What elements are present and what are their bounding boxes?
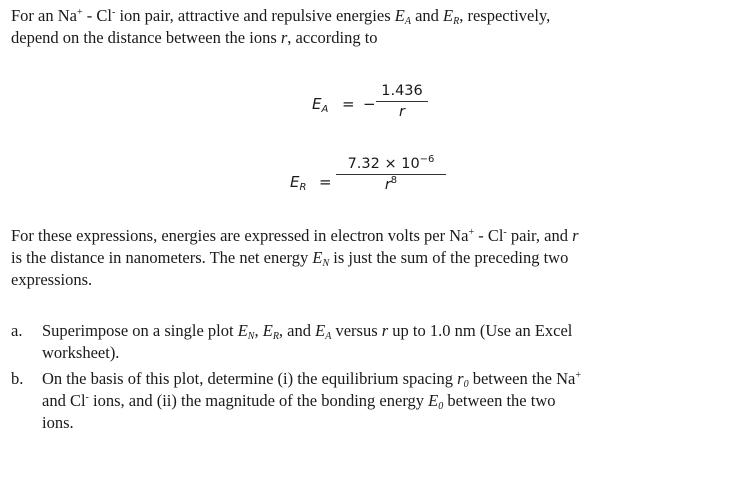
intro-line-1 [11,5,723,27]
charge-plus: + [575,370,581,381]
symbol-ea: E [394,6,405,25]
symbol-r: r [572,226,579,245]
fraction-repulsive [336,156,446,193]
list-item-text: Superimpose on a single plot $E_N$, $E_R$, and $E_A$ versus r up to 1.0 nm (Use an Excel worksheet). [42,321,573,362]
intro-text: depend on the distance between the ions [11,28,281,47]
fraction-numerator: 1.436 [381,83,423,99]
equation-lhs: $E_R$ [290,173,307,193]
fraction-denominator: r [399,104,405,120]
explanation-text: is just the sum of the preceding two [329,248,569,267]
charge-minus: - [503,227,507,238]
charge-minus: - [111,7,116,18]
list-marker: a. [11,321,23,340]
intro-text: ion pair, attractive and repulsive energies [115,6,395,25]
equals-sign: = [342,95,355,113]
symbol-r0: r [457,369,464,388]
equals-sign: = [319,173,332,191]
symbol-er-sub: R [453,16,460,27]
explanation-text: - Cl [474,226,504,245]
symbol-en-sub: N [322,258,330,269]
symbol-en: E [237,321,248,340]
symbol-ea: E [315,321,326,340]
explanation-line-3 [11,269,723,291]
explanation-text: is the distance in nanometers. The net energy [11,248,313,267]
charge-plus: + [76,7,83,18]
fraction-numerator: $7.32 \times 10^{-6}$ [347,154,435,172]
explanation-text: pair, and [506,226,573,245]
symbol-e0: E [428,391,439,410]
intro-text: , respectively, [459,6,551,25]
explanation-text: expressions. [11,270,93,289]
intro-text: , according to [287,28,378,47]
intro-line-2 [11,27,723,49]
intro-text: - Cl [82,6,112,25]
explanation-paragraph [11,225,723,291]
symbol-r: r [381,321,389,340]
symbol-er: E [443,6,454,25]
fraction-bar [376,101,428,102]
symbol-r: r [280,28,288,47]
minus-sign: − [363,95,376,113]
intro-text: and [410,6,444,25]
intro-paragraph [11,5,723,49]
fraction-attractive [376,83,428,120]
explanation-line-1 [11,225,723,247]
symbol-ea-sub: A [404,16,411,27]
intro-text: For an Na [11,6,77,25]
fraction-denominator: $r^8$ [384,175,398,193]
explanation-line-2 [11,247,723,269]
list-marker: b. [11,369,24,388]
symbol-en: E [312,248,323,267]
explanation-text: For these expressions, energies are expressed in electron volts per Na [11,226,469,245]
list-item-text: On the basis of this plot, determine (i) the equilibrium spacing $r_0$ between the Na+ and Cl- ions, and (ii) the magnitude of the bonding energy $E_0$ between the two ions. [42,369,581,432]
equation-lhs: $E_A$ [312,95,329,115]
charge-plus: + [468,227,475,238]
symbol-er: E [262,321,273,340]
charge-minus: - [85,392,89,403]
